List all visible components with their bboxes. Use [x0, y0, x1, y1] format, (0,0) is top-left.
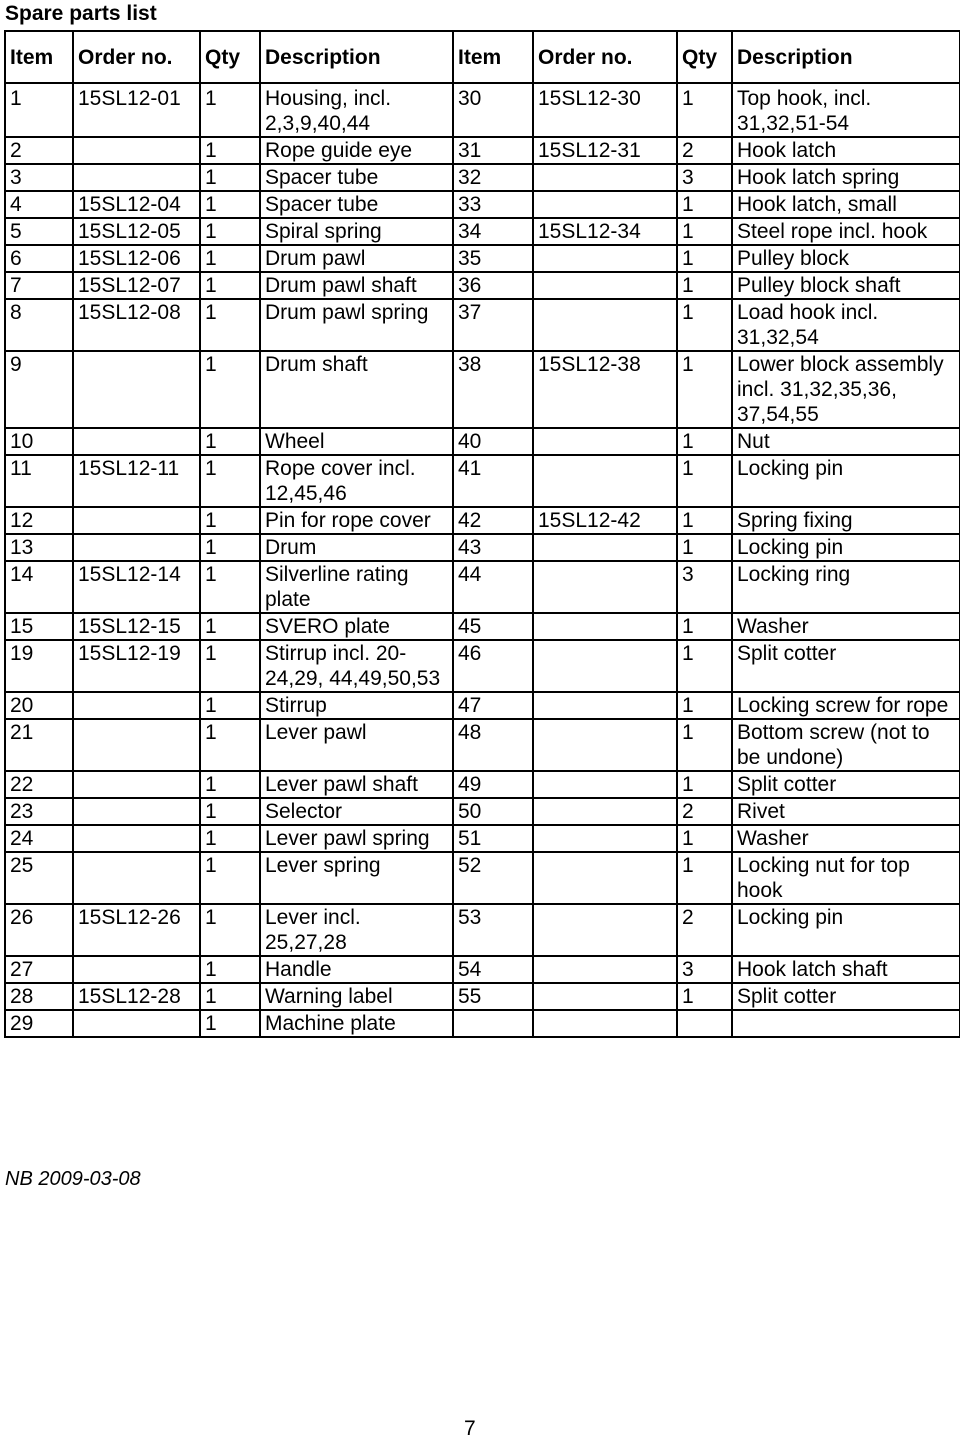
- cell-order-no: [73, 852, 200, 904]
- cell-description-right: Locking pin: [732, 534, 960, 561]
- cell-item: 10: [5, 428, 73, 455]
- cell-qty: 1: [200, 137, 260, 164]
- table-row: [5, 1010, 960, 1037]
- cell-qty: 1: [200, 1010, 260, 1037]
- cell-description-right: Split cotter: [732, 983, 960, 1010]
- cell-qty-right: 1: [677, 771, 732, 798]
- cell-qty-right: 2: [677, 137, 732, 164]
- cell-description: Spacer tube: [260, 191, 453, 218]
- cell-item-right: 35: [453, 245, 533, 272]
- cell-description-right: Washer: [732, 613, 960, 640]
- cell-item-right: 47: [453, 692, 533, 719]
- cell-order-no-right: [533, 428, 677, 455]
- cell-item-right: 36: [453, 272, 533, 299]
- cell-description-right: Load hook incl. 31,32,54: [732, 299, 960, 351]
- cell-qty: 1: [200, 272, 260, 299]
- cell-item: 12: [5, 507, 73, 534]
- cell-order-no: [73, 164, 200, 191]
- cell-description-right: Locking ring: [732, 561, 960, 613]
- table-header-row: [5, 31, 960, 83]
- cell-order-no: 15SL12-14: [73, 561, 200, 613]
- table-row: [5, 299, 960, 351]
- cell-description: Spiral spring: [260, 218, 453, 245]
- cell-qty: 1: [200, 455, 260, 507]
- table-row: [5, 640, 960, 692]
- cell-order-no: 15SL12-11: [73, 455, 200, 507]
- table-row: [5, 561, 960, 613]
- cell-description: Housing, incl. 2,3,9,40,44: [260, 83, 453, 137]
- cell-item: 25: [5, 852, 73, 904]
- cell-description-right: Pulley block shaft: [732, 272, 960, 299]
- header-description: Description: [260, 31, 453, 83]
- cell-description: Drum pawl: [260, 245, 453, 272]
- cell-qty-right: [677, 1010, 732, 1037]
- cell-order-no: [73, 428, 200, 455]
- table-row: [5, 956, 960, 983]
- cell-description: Machine plate: [260, 1010, 453, 1037]
- cell-order-no-right: [533, 561, 677, 613]
- cell-description: Lever spring: [260, 852, 453, 904]
- cell-order-no-right: [533, 852, 677, 904]
- cell-order-no-right: [533, 534, 677, 561]
- cell-qty-right: 1: [677, 218, 732, 245]
- table-row: [5, 351, 960, 428]
- table-row: [5, 825, 960, 852]
- cell-item-right: 34: [453, 218, 533, 245]
- header-order-no: Order no.: [73, 31, 200, 83]
- cell-order-no-right: [533, 692, 677, 719]
- cell-item: 19: [5, 640, 73, 692]
- cell-order-no-right: [533, 956, 677, 983]
- cell-description-right: Hook latch spring: [732, 164, 960, 191]
- cell-qty-right: 1: [677, 983, 732, 1010]
- cell-qty: 1: [200, 825, 260, 852]
- cell-description: SVERO plate: [260, 613, 453, 640]
- cell-order-no-right: [533, 245, 677, 272]
- cell-qty-right: 1: [677, 640, 732, 692]
- cell-order-no-right: 15SL12-30: [533, 83, 677, 137]
- cell-description-right: Lower block assembly incl. 31,32,35,36, 37,54,55: [732, 351, 960, 428]
- cell-order-no: [73, 825, 200, 852]
- cell-item-right: 38: [453, 351, 533, 428]
- table-row: [5, 218, 960, 245]
- cell-qty: 1: [200, 218, 260, 245]
- cell-order-no: 15SL12-15: [73, 613, 200, 640]
- cell-qty: 1: [200, 983, 260, 1010]
- cell-description: Stirrup: [260, 692, 453, 719]
- cell-item: 20: [5, 692, 73, 719]
- cell-item: 3: [5, 164, 73, 191]
- cell-description-right: Split cotter: [732, 771, 960, 798]
- header-item-right: Item: [453, 31, 533, 83]
- cell-order-no: 15SL12-04: [73, 191, 200, 218]
- page-number: 7: [464, 1417, 476, 1440]
- cell-order-no: [73, 798, 200, 825]
- cell-qty-right: 1: [677, 299, 732, 351]
- cell-item-right: 31: [453, 137, 533, 164]
- cell-item: 26: [5, 904, 73, 956]
- cell-qty-right: 1: [677, 83, 732, 137]
- cell-order-no-right: [533, 272, 677, 299]
- cell-qty: 1: [200, 798, 260, 825]
- cell-order-no: [73, 351, 200, 428]
- cell-order-no: [73, 1010, 200, 1037]
- header-order-no-right: Order no.: [533, 31, 677, 83]
- cell-qty-right: 1: [677, 852, 732, 904]
- cell-qty-right: 1: [677, 613, 732, 640]
- cell-qty-right: 3: [677, 164, 732, 191]
- cell-description-right: Locking screw for rope: [732, 692, 960, 719]
- cell-order-no: 15SL12-08: [73, 299, 200, 351]
- cell-description: Silverline rating plate: [260, 561, 453, 613]
- table-row: [5, 692, 960, 719]
- cell-item: 11: [5, 455, 73, 507]
- cell-description: Drum pawl shaft: [260, 272, 453, 299]
- table-body: [5, 83, 960, 1037]
- cell-qty: 1: [200, 771, 260, 798]
- cell-item: 27: [5, 956, 73, 983]
- cell-description: Lever pawl: [260, 719, 453, 771]
- cell-order-no: 15SL12-19: [73, 640, 200, 692]
- cell-description-right: Bottom screw (not to be undone): [732, 719, 960, 771]
- cell-item-right: 42: [453, 507, 533, 534]
- cell-qty: 1: [200, 640, 260, 692]
- cell-order-no: [73, 771, 200, 798]
- cell-description-right: Nut: [732, 428, 960, 455]
- cell-item: 6: [5, 245, 73, 272]
- cell-order-no-right: [533, 798, 677, 825]
- cell-description: Lever pawl spring: [260, 825, 453, 852]
- cell-order-no-right: 15SL12-38: [533, 351, 677, 428]
- cell-qty-right: 1: [677, 825, 732, 852]
- cell-description: Drum: [260, 534, 453, 561]
- cell-item: 22: [5, 771, 73, 798]
- cell-description-right: Locking pin: [732, 455, 960, 507]
- cell-qty: 1: [200, 191, 260, 218]
- cell-description: Wheel: [260, 428, 453, 455]
- cell-item: 2: [5, 137, 73, 164]
- cell-description-right: Hook latch, small: [732, 191, 960, 218]
- cell-description: Pin for rope cover: [260, 507, 453, 534]
- cell-item-right: 41: [453, 455, 533, 507]
- cell-description-right: Top hook, incl. 31,32,51-54: [732, 83, 960, 137]
- cell-qty: 1: [200, 164, 260, 191]
- table-row: [5, 771, 960, 798]
- cell-qty-right: 1: [677, 692, 732, 719]
- cell-description: Lever pawl shaft: [260, 771, 453, 798]
- cell-description-right: Locking nut for top hook: [732, 852, 960, 904]
- cell-qty-right: 2: [677, 904, 732, 956]
- cell-order-no-right: [533, 613, 677, 640]
- cell-order-no: 15SL12-28: [73, 983, 200, 1010]
- cell-qty-right: 1: [677, 272, 732, 299]
- cell-description: Lever incl. 25,27,28: [260, 904, 453, 956]
- cell-item: 8: [5, 299, 73, 351]
- cell-item-right: 53: [453, 904, 533, 956]
- cell-qty: 1: [200, 299, 260, 351]
- table-row: [5, 534, 960, 561]
- cell-order-no: [73, 137, 200, 164]
- cell-order-no-right: [533, 1010, 677, 1037]
- cell-qty: 1: [200, 507, 260, 534]
- header-item: Item: [5, 31, 73, 83]
- cell-qty: 1: [200, 904, 260, 956]
- table-row: [5, 245, 960, 272]
- cell-qty: 1: [200, 956, 260, 983]
- table-row: [5, 852, 960, 904]
- cell-qty: 1: [200, 534, 260, 561]
- cell-order-no-right: 15SL12-42: [533, 507, 677, 534]
- cell-qty-right: 1: [677, 351, 732, 428]
- cell-order-no-right: [533, 825, 677, 852]
- cell-qty: 1: [200, 613, 260, 640]
- cell-item-right: 43: [453, 534, 533, 561]
- cell-item-right: 49: [453, 771, 533, 798]
- table-row: [5, 798, 960, 825]
- cell-description: Warning label: [260, 983, 453, 1010]
- cell-qty: 1: [200, 852, 260, 904]
- cell-item: 4: [5, 191, 73, 218]
- cell-description: Handle: [260, 956, 453, 983]
- cell-item: 1: [5, 83, 73, 137]
- cell-description: Spacer tube: [260, 164, 453, 191]
- cell-item-right: 50: [453, 798, 533, 825]
- cell-item-right: 46: [453, 640, 533, 692]
- cell-order-no: [73, 719, 200, 771]
- cell-order-no-right: [533, 719, 677, 771]
- cell-description: Stirrup incl. 20-24,29, 44,49,50,53: [260, 640, 453, 692]
- cell-qty-right: 3: [677, 956, 732, 983]
- cell-item-right: 32: [453, 164, 533, 191]
- cell-qty: 1: [200, 561, 260, 613]
- cell-order-no-right: [533, 983, 677, 1010]
- revision-note: NB 2009-03-08: [5, 1168, 141, 1190]
- cell-order-no: [73, 534, 200, 561]
- table-row: [5, 613, 960, 640]
- cell-description-right: Hook latch shaft: [732, 956, 960, 983]
- table-row: [5, 137, 960, 164]
- cell-item-right: 45: [453, 613, 533, 640]
- table-row: [5, 719, 960, 771]
- cell-item: 23: [5, 798, 73, 825]
- cell-order-no-right: [533, 771, 677, 798]
- cell-order-no-right: [533, 299, 677, 351]
- cell-order-no-right: [533, 191, 677, 218]
- cell-item: 29: [5, 1010, 73, 1037]
- table-row: [5, 904, 960, 956]
- header-qty-right: Qty: [677, 31, 732, 83]
- table-row: [5, 191, 960, 218]
- cell-qty-right: 3: [677, 561, 732, 613]
- cell-description-right: Pulley block: [732, 245, 960, 272]
- cell-item-right: 40: [453, 428, 533, 455]
- cell-description: Drum shaft: [260, 351, 453, 428]
- cell-qty-right: 1: [677, 719, 732, 771]
- cell-qty: 1: [200, 83, 260, 137]
- cell-item-right: 48: [453, 719, 533, 771]
- cell-order-no: [73, 956, 200, 983]
- cell-qty-right: 1: [677, 428, 732, 455]
- cell-description: Drum pawl spring: [260, 299, 453, 351]
- cell-item: 24: [5, 825, 73, 852]
- cell-item: 13: [5, 534, 73, 561]
- cell-qty-right: 2: [677, 798, 732, 825]
- cell-qty-right: 1: [677, 455, 732, 507]
- cell-qty-right: 1: [677, 245, 732, 272]
- cell-order-no-right: 15SL12-31: [533, 137, 677, 164]
- cell-order-no-right: [533, 164, 677, 191]
- table-row: [5, 507, 960, 534]
- cell-qty-right: 1: [677, 191, 732, 218]
- cell-item-right: 51: [453, 825, 533, 852]
- cell-description-right: Locking pin: [732, 904, 960, 956]
- cell-qty: 1: [200, 428, 260, 455]
- cell-qty-right: 1: [677, 507, 732, 534]
- cell-item: 7: [5, 272, 73, 299]
- cell-description-right: Washer: [732, 825, 960, 852]
- cell-order-no-right: 15SL12-34: [533, 218, 677, 245]
- cell-order-no: 15SL12-07: [73, 272, 200, 299]
- cell-order-no: 15SL12-26: [73, 904, 200, 956]
- cell-description: Selector: [260, 798, 453, 825]
- cell-qty: 1: [200, 351, 260, 428]
- table-row: [5, 83, 960, 137]
- cell-item-right: [453, 1010, 533, 1037]
- cell-item: 14: [5, 561, 73, 613]
- cell-item-right: 33: [453, 191, 533, 218]
- cell-order-no: 15SL12-05: [73, 218, 200, 245]
- cell-order-no-right: [533, 455, 677, 507]
- cell-description-right: Hook latch: [732, 137, 960, 164]
- cell-description-right: Split cotter: [732, 640, 960, 692]
- cell-order-no: 15SL12-06: [73, 245, 200, 272]
- cell-item-right: 55: [453, 983, 533, 1010]
- cell-item: 28: [5, 983, 73, 1010]
- cell-item-right: 44: [453, 561, 533, 613]
- cell-order-no: [73, 692, 200, 719]
- cell-item-right: 30: [453, 83, 533, 137]
- cell-description-right: [732, 1010, 960, 1037]
- cell-order-no: 15SL12-01: [73, 83, 200, 137]
- cell-item: 21: [5, 719, 73, 771]
- cell-qty: 1: [200, 245, 260, 272]
- header-description-right: Description: [732, 31, 960, 83]
- table-row: [5, 272, 960, 299]
- table-row: [5, 983, 960, 1010]
- cell-qty: 1: [200, 692, 260, 719]
- cell-order-no: [73, 507, 200, 534]
- header-qty: Qty: [200, 31, 260, 83]
- page-title: Spare parts list: [5, 2, 157, 25]
- cell-description: Rope cover incl. 12,45,46: [260, 455, 453, 507]
- cell-description: Rope guide eye: [260, 137, 453, 164]
- cell-order-no-right: [533, 904, 677, 956]
- cell-item: 9: [5, 351, 73, 428]
- cell-order-no-right: [533, 640, 677, 692]
- cell-item-right: 52: [453, 852, 533, 904]
- cell-qty: 1: [200, 719, 260, 771]
- cell-item: 5: [5, 218, 73, 245]
- cell-description-right: Spring fixing: [732, 507, 960, 534]
- cell-qty-right: 1: [677, 534, 732, 561]
- cell-description-right: Rivet: [732, 798, 960, 825]
- table-row: [5, 428, 960, 455]
- spare-parts-table: [4, 30, 960, 1038]
- table-row: [5, 455, 960, 507]
- cell-item-right: 54: [453, 956, 533, 983]
- table-row: [5, 164, 960, 191]
- cell-description-right: Steel rope incl. hook: [732, 218, 960, 245]
- cell-item: 15: [5, 613, 73, 640]
- cell-item-right: 37: [453, 299, 533, 351]
